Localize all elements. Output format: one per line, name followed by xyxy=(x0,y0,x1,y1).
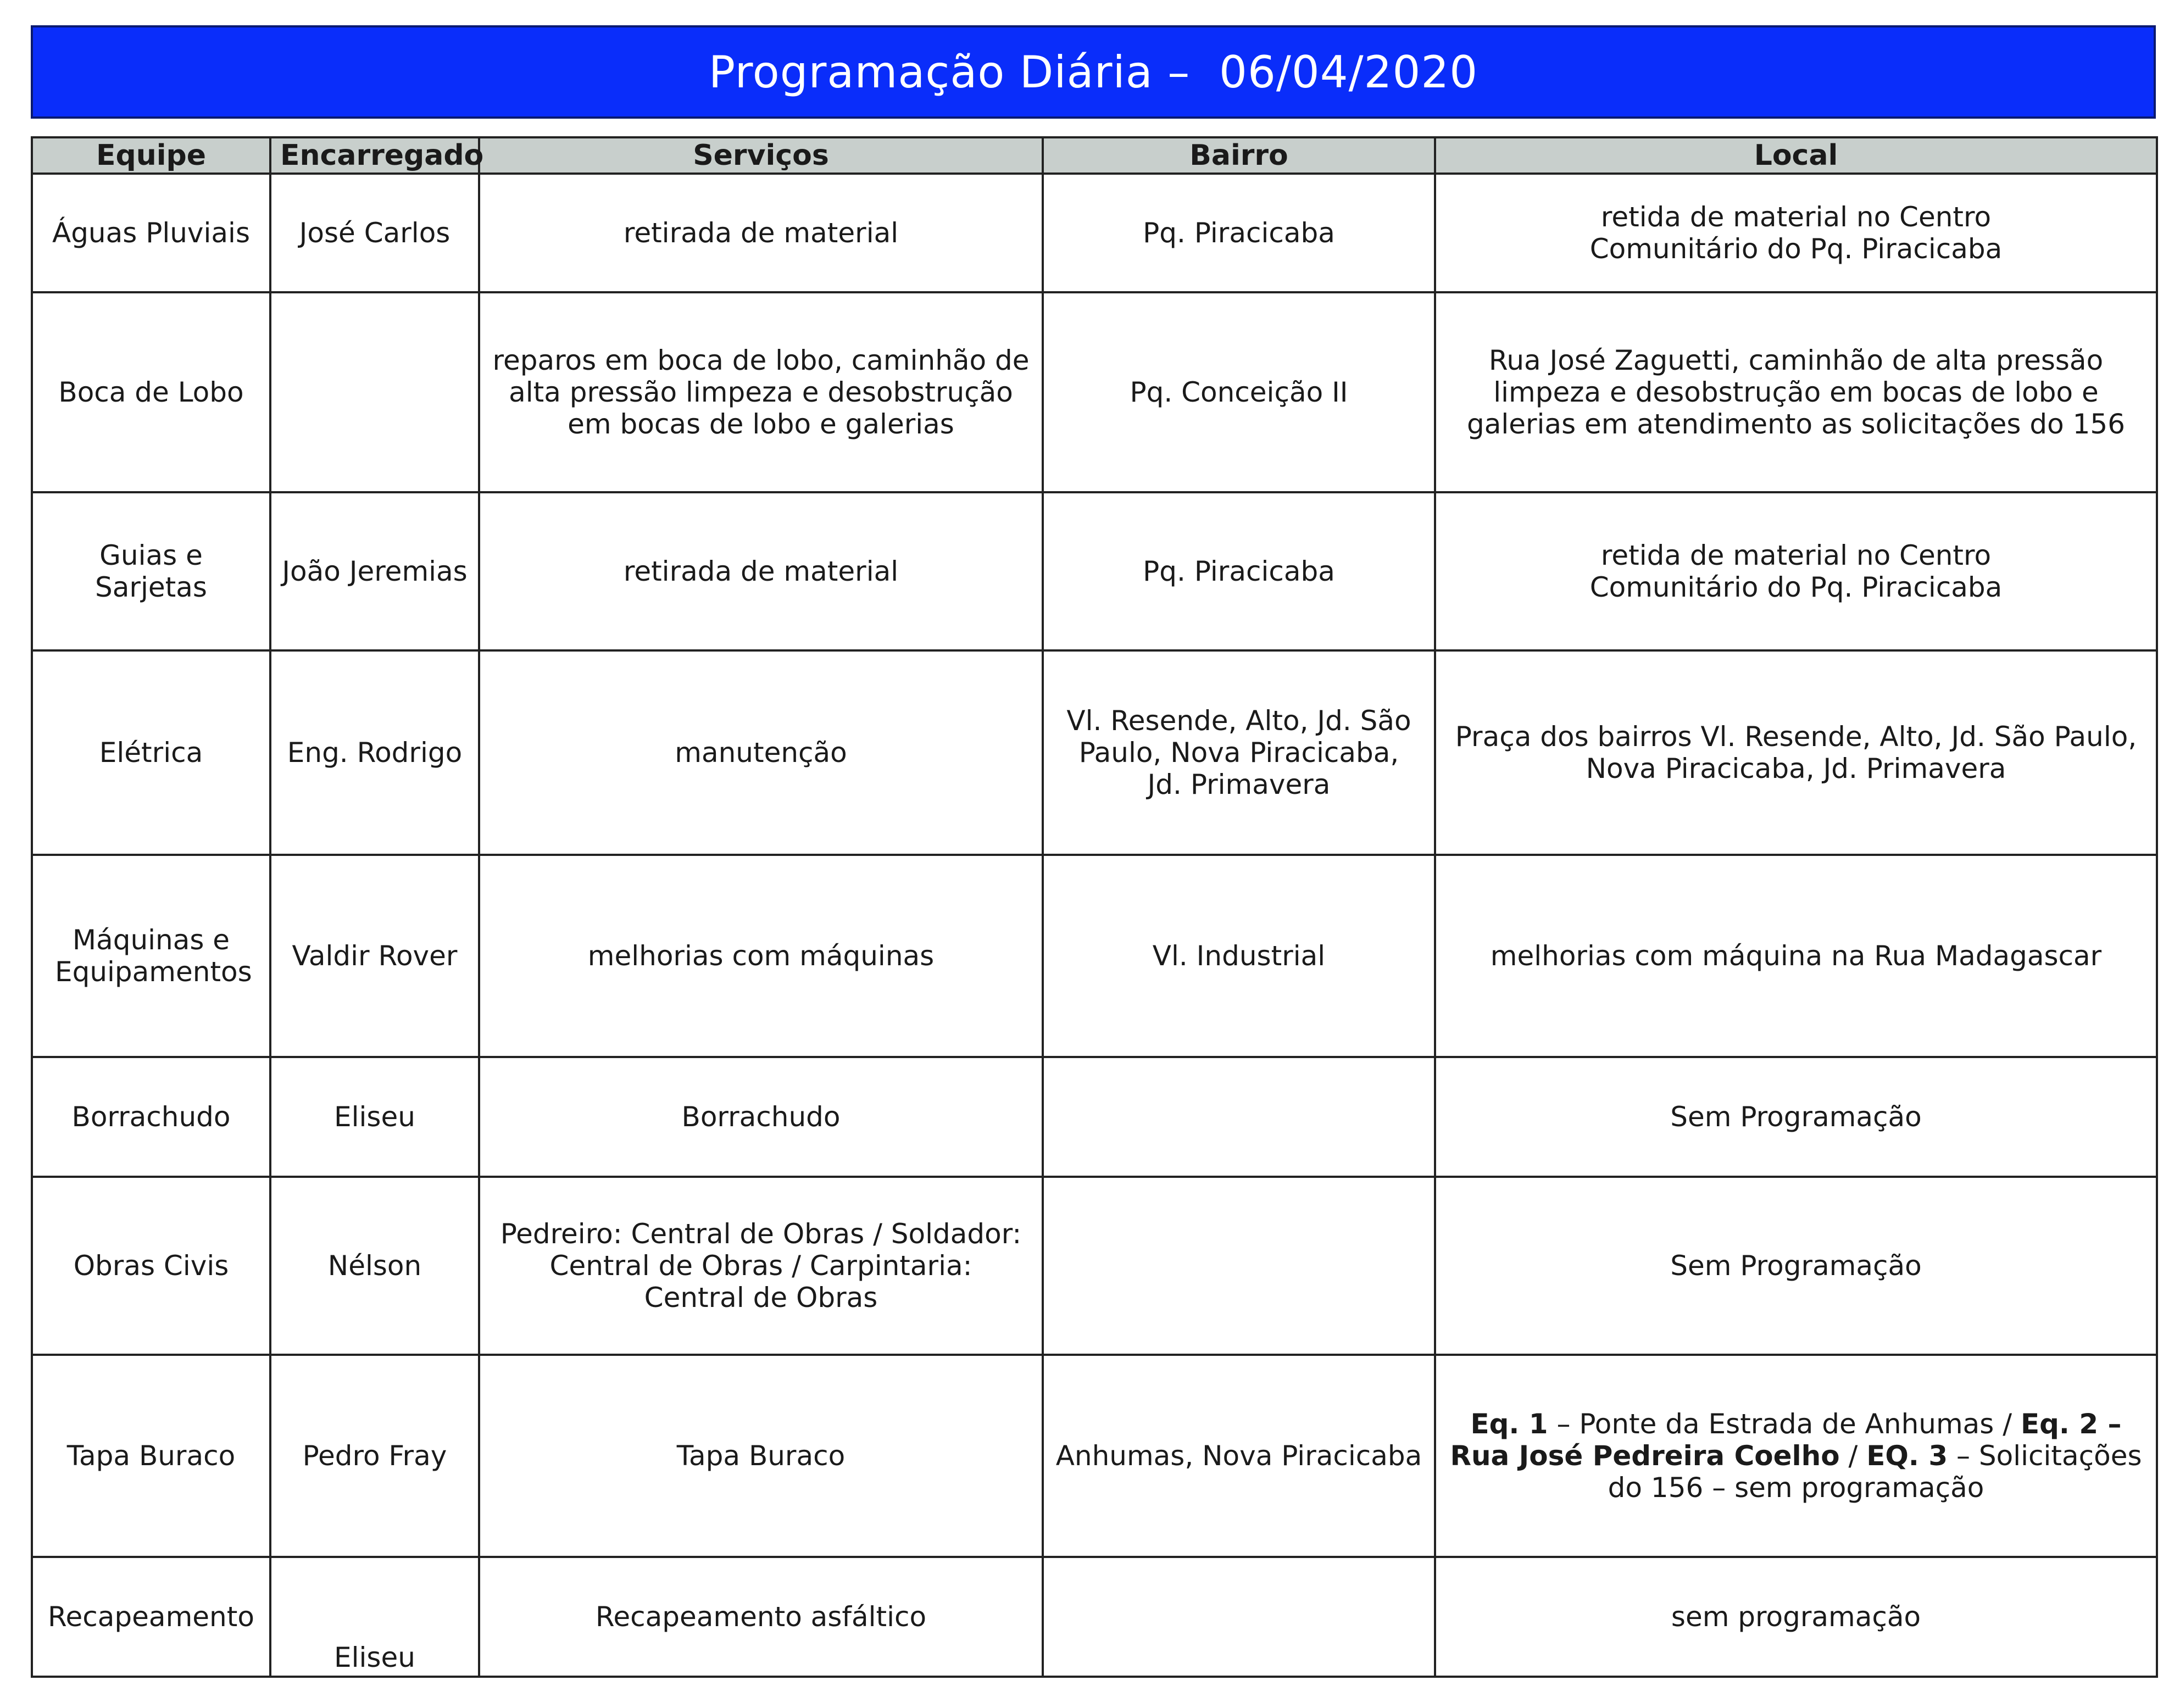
bairro-cell: Pq. Piracicaba xyxy=(1043,174,1435,292)
bairro-cell xyxy=(1043,1057,1435,1177)
servicos-cell: Borrachudo xyxy=(479,1057,1043,1177)
bairro-cell: Pq. Conceição II xyxy=(1043,292,1435,492)
table-row xyxy=(32,492,2157,650)
equipe-cell: Obras Civis xyxy=(32,1177,270,1355)
table-row xyxy=(32,174,2157,292)
local-cell: retida de material no Centro Comunitário do Pq. Piracicaba xyxy=(1435,492,2157,650)
local-cell: Rua José Zaguetti, caminhão de alta pressão limpeza e desobstrução em bocas de lobo e galerias em atendimento as solicitações do 156 xyxy=(1435,292,2157,492)
local-cell: Sem Programação xyxy=(1435,1177,2157,1355)
equipe-cell: Recapeamento xyxy=(32,1557,270,1677)
eq3-text: – Solicitações do 156 – sem programação xyxy=(1608,1440,2142,1504)
equipe-cell: Águas Pluviais xyxy=(32,174,270,292)
table-row xyxy=(32,1057,2157,1177)
separator-text: / xyxy=(1839,1440,1867,1472)
column-header-bairro: Bairro xyxy=(1043,137,1435,174)
bairro-cell: Vl. Resende, Alto, Jd. São Paulo, Nova Piracicaba, Jd. Primavera xyxy=(1043,650,1435,855)
servicos-cell: Tapa Buraco xyxy=(479,1355,1043,1557)
equipe-cell: Elétrica xyxy=(32,650,270,855)
servicos-cell: melhorias com máquinas xyxy=(479,855,1043,1057)
encarregado-cell: Pedro Fray xyxy=(270,1355,479,1557)
eq1-text: – Ponte da Estrada de Anhumas / xyxy=(1548,1408,2021,1440)
local-cell: sem programação xyxy=(1435,1557,2157,1677)
equipe-cell: Boca de Lobo xyxy=(32,292,270,492)
encarregado-cell: Eliseu xyxy=(270,1057,479,1177)
encarregado-cell: Eng. Rodrigo xyxy=(270,650,479,855)
bairro-cell: Vl. Industrial xyxy=(1043,855,1435,1057)
column-header-equipe: Equipe xyxy=(32,137,270,174)
equipe-cell: Borrachudo xyxy=(32,1057,270,1177)
table-row xyxy=(32,1355,2157,1557)
table-row xyxy=(32,292,2157,492)
page-title: Programação Diária – 06/04/2020 xyxy=(708,46,1478,98)
local-cell: melhorias com máquina na Rua Madagascar xyxy=(1435,855,2157,1057)
encarregado-cell: Nélson xyxy=(270,1177,479,1355)
table-row xyxy=(32,1557,2157,1677)
table-row xyxy=(32,855,2157,1057)
servicos-cell: Pedreiro: Central de Obras / Soldador: Central de Obras / Carpintaria: Central de Obras xyxy=(479,1177,1043,1355)
encarregado-cell xyxy=(270,292,479,492)
eq3-label: EQ. 3 xyxy=(1866,1440,1948,1472)
bairro-cell: Pq. Piracicaba xyxy=(1043,492,1435,650)
encarregado-cell: José Carlos xyxy=(270,174,479,292)
servicos-cell: retirada de material xyxy=(479,174,1043,292)
header-row xyxy=(32,137,2157,174)
eq2-label: Eq. 2 – Rua José Pedreira Coelho xyxy=(1450,1408,2122,1472)
bairro-cell xyxy=(1043,1177,1435,1355)
servicos-cell: reparos em boca de lobo, caminhão de alta pressão limpeza e desobstrução em bocas de lobo e galerias xyxy=(479,292,1043,492)
local-cell: Sem Programação xyxy=(1435,1057,2157,1177)
local-cell: Praça dos bairros Vl. Resende, Alto, Jd. São Paulo, Nova Piracicaba, Jd. Primavera xyxy=(1435,650,2157,855)
column-header-encarregado: Encarregado xyxy=(270,137,479,174)
title-bar xyxy=(31,25,2156,119)
bairro-cell xyxy=(1043,1557,1435,1677)
column-header-servicos: Serviços xyxy=(479,137,1043,174)
servicos-cell: Recapeamento asfáltico xyxy=(479,1557,1043,1677)
local-cell: retida de material no Centro Comunitário do Pq. Piracicaba xyxy=(1435,174,2157,292)
schedule-table xyxy=(31,136,2158,1678)
equipe-cell: Guias e Sarjetas xyxy=(32,492,270,650)
servicos-cell: manutenção xyxy=(479,650,1043,855)
table-row xyxy=(32,1177,2157,1355)
bairro-cell: Anhumas, Nova Piracicaba xyxy=(1043,1355,1435,1557)
encarregado-cell: João Jeremias xyxy=(270,492,479,650)
encarregado-cell: Valdir Rover xyxy=(270,855,479,1057)
encarregado-cell: Eliseu xyxy=(270,1557,479,1677)
column-header-local: Local xyxy=(1435,137,2157,174)
equipe-cell: Tapa Buraco xyxy=(32,1355,270,1557)
servicos-cell: retirada de material xyxy=(479,492,1043,650)
equipe-cell: Máquinas e Equipamentos xyxy=(32,855,270,1057)
local-cell xyxy=(1435,1355,2157,1557)
eq1-label: Eq. 1 xyxy=(1470,1408,1548,1440)
table-row xyxy=(32,650,2157,855)
